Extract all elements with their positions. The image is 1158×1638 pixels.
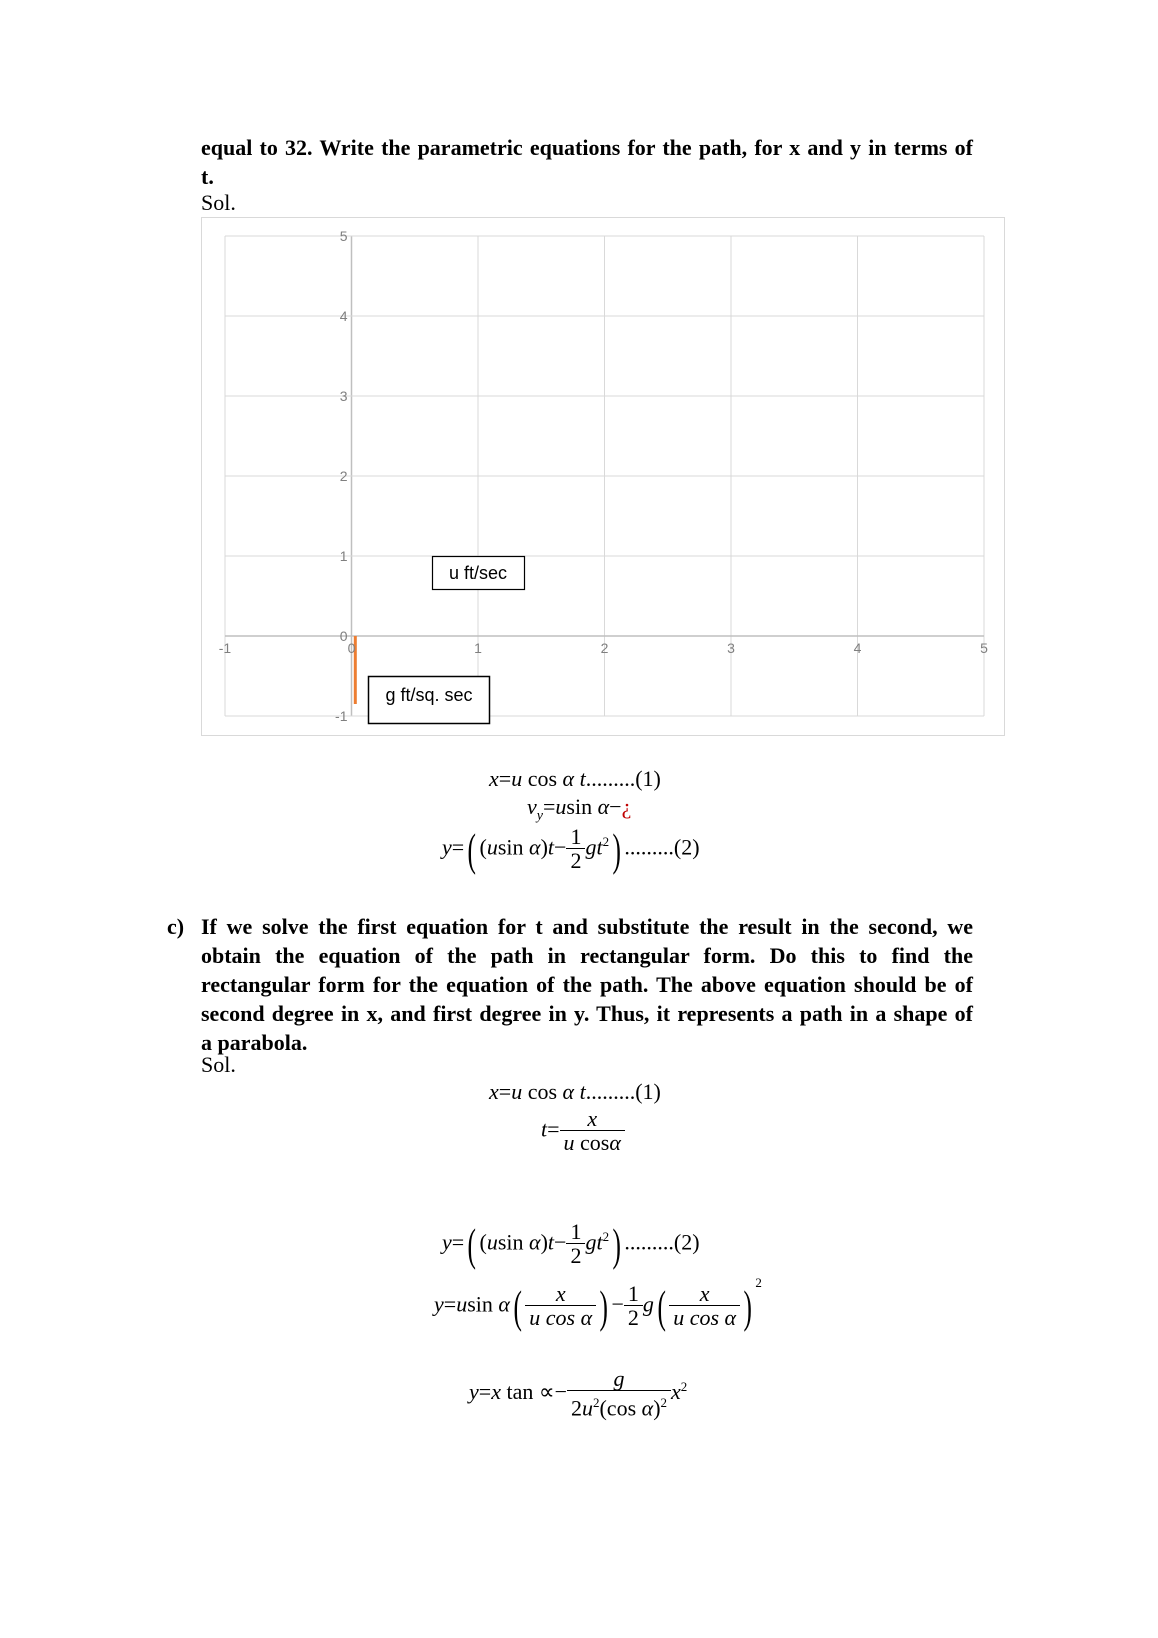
projectile-chart <box>201 217 1006 737</box>
sol-label-1: Sol. <box>201 190 236 215</box>
y-tick-label: -1 <box>335 708 348 724</box>
intro-line-2: t. <box>201 164 214 189</box>
y-tick-label: 0 <box>339 628 348 644</box>
y-tick-label: 5 <box>339 228 348 244</box>
equation-y-1: y=( (usin α)t− $\frac{1}{2}$ $gt^2$) .........(2) <box>442 823 700 875</box>
callout-g-text: g ft/sq. sec <box>385 685 473 705</box>
equation-final: y=x tan ∝− $\frac{g}{2u^2(\cos \alpha)^2}$ $x^2$ <box>469 1366 688 1421</box>
x-tick-label: 4 <box>853 640 862 656</box>
callout-u <box>433 557 525 590</box>
part-c-line-3: rectangular form for the equation of the path. The above equation should be of <box>201 972 973 997</box>
x-tick-label: 5 <box>980 640 988 656</box>
part-c-line-5: a parabola. <box>201 1030 308 1055</box>
part-c-marker: c) <box>167 914 185 939</box>
sol-label-2: Sol. <box>201 1052 236 1077</box>
callout-g <box>369 677 490 724</box>
y-tick-label: 2 <box>339 468 348 484</box>
part-c-line-4: second degree in x, and first degree in y. Thus, it represents a path in a shape of <box>201 1001 973 1026</box>
equation-y-2: y=( (usin α)t− $\frac{1}{2}$ $gt^2$) .........(2) <box>442 1218 700 1270</box>
part-c-paragraph <box>201 912 973 1057</box>
y-tick-label: 4 <box>339 308 348 324</box>
intro-paragraph <box>201 133 973 191</box>
equation-vy: $v_y=usin$ α−¿ <box>527 794 632 824</box>
equation-x-1: x=u cos α t.........(1) <box>489 766 661 791</box>
equation-t: t= $\frac{x}{\text{u cosα}}$ <box>541 1108 625 1155</box>
y-tick-label: 1 <box>339 548 348 564</box>
equation-x-2: x=u cos α t.........(1) <box>489 1079 661 1104</box>
part-c-line-2: obtain the equation of the path in rectangular form. Do this to find the <box>201 943 973 968</box>
x-tick-label: 0 <box>347 640 356 656</box>
x-tick-label: -1 <box>218 640 232 656</box>
equation-substituted: y=usin α( $\frac{x}{\text{u cos α}}$ ) − $\frac{1}{2}$ g( $\frac{x}{\text{u cos α}}$ ) $^2$ <box>434 1275 762 1332</box>
callout-u-text: u ft/sec <box>448 563 508 583</box>
x-tick-label: 2 <box>600 640 609 656</box>
x-tick-label: 1 <box>474 640 482 656</box>
x-tick-label: 3 <box>727 640 735 656</box>
part-c-line-1: If we solve the first equation for t and substitute the result in the second, we <box>201 914 973 939</box>
y-tick-label: 3 <box>339 388 348 404</box>
intro-line-1: equal to 32. Write the parametric equations for the path, for x and y in terms of <box>201 135 973 160</box>
